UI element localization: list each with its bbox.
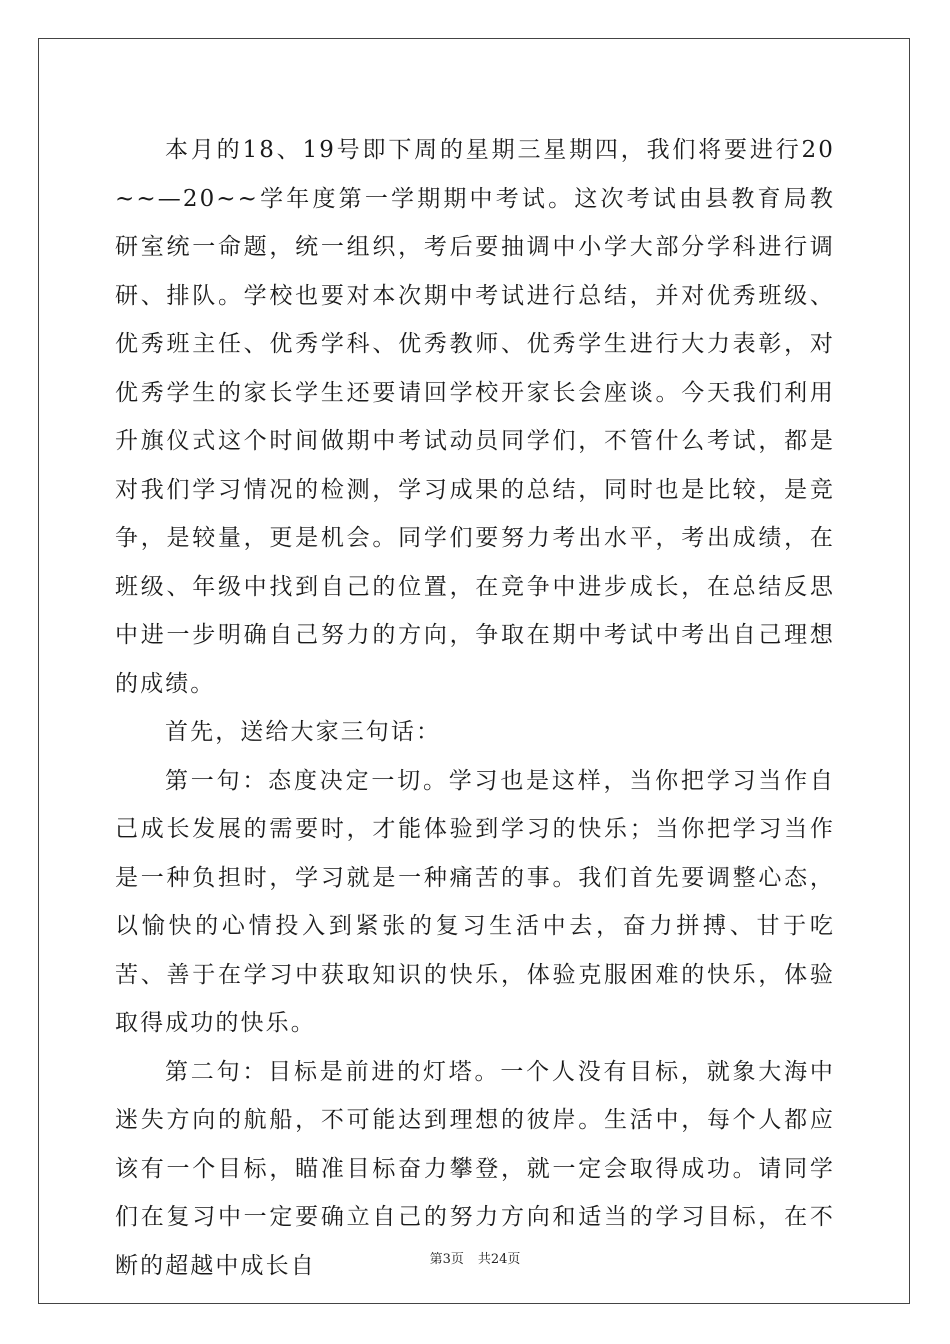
page-number: 第3页	[429, 1252, 464, 1267]
paragraph-first-sentence: 第一句：态度决定一切。学习也是这样，当你把学习当作自己成长发展的需要时，才能体验到学习的快乐；当你把学习当作是一种负担时，学习就是一种痛苦的事。我们首先要调整心态，以愉快的心情投入到紧张的复习生活中去，奋力拼搏、甘于吃苦、善于在学习中获取知识的快乐，体验克服困难的快乐，体验取得成功的快乐。	[115, 767, 835, 1036]
paragraph-second-sentence: 第二句：目标是前进的灯塔。一个人没有目标，就象大海中迷失方向的航船，不可能达到理想的彼岸。生活中，每个人都应该有一个目标，瞄准目标奋力攀登，就一定会取得成功。请同学们在复习中一定要确立自己的努力方向和适当的学习目标，在不断的超越中成长自	[115, 1058, 835, 1279]
total-pages: 共24页	[477, 1252, 521, 1267]
paragraph-exam-announcement: 本月的18、19号即下周的星期三星期四，我们将要进行20~~—20~~学年度第一学期期中考试。这次考试由县教育局教研室统一命题，统一组织，考后要抽调中小学大部分学科进行调研、排队。学校也要对本次期中考试进行总结，并对优秀班级、优秀班主任、优秀学科、优秀教师、优秀学生进行大力表彰，对优秀学生的家长学生还要请回学校开家长会座谈。今天我们利用升旗仪式这个时间做期中考试动员同学们，不管什么考试，都是对我们学习情况的检测，学习成果的总结，同时也是比较，是竞争，是较量，更是机会。同学们要努力考出水平，考出成绩，在班级、年级中找到自己的位置，在竞争中进步成长，在总结反思中进一步明确自己努力的方向，争取在期中考试中考出自己理想的成绩。	[115, 137, 835, 697]
document-body	[115, 126, 835, 1290]
paragraph-three-sentences-intro: 首先，送给大家三句话：	[165, 719, 442, 745]
page-footer	[0, 1248, 950, 1267]
